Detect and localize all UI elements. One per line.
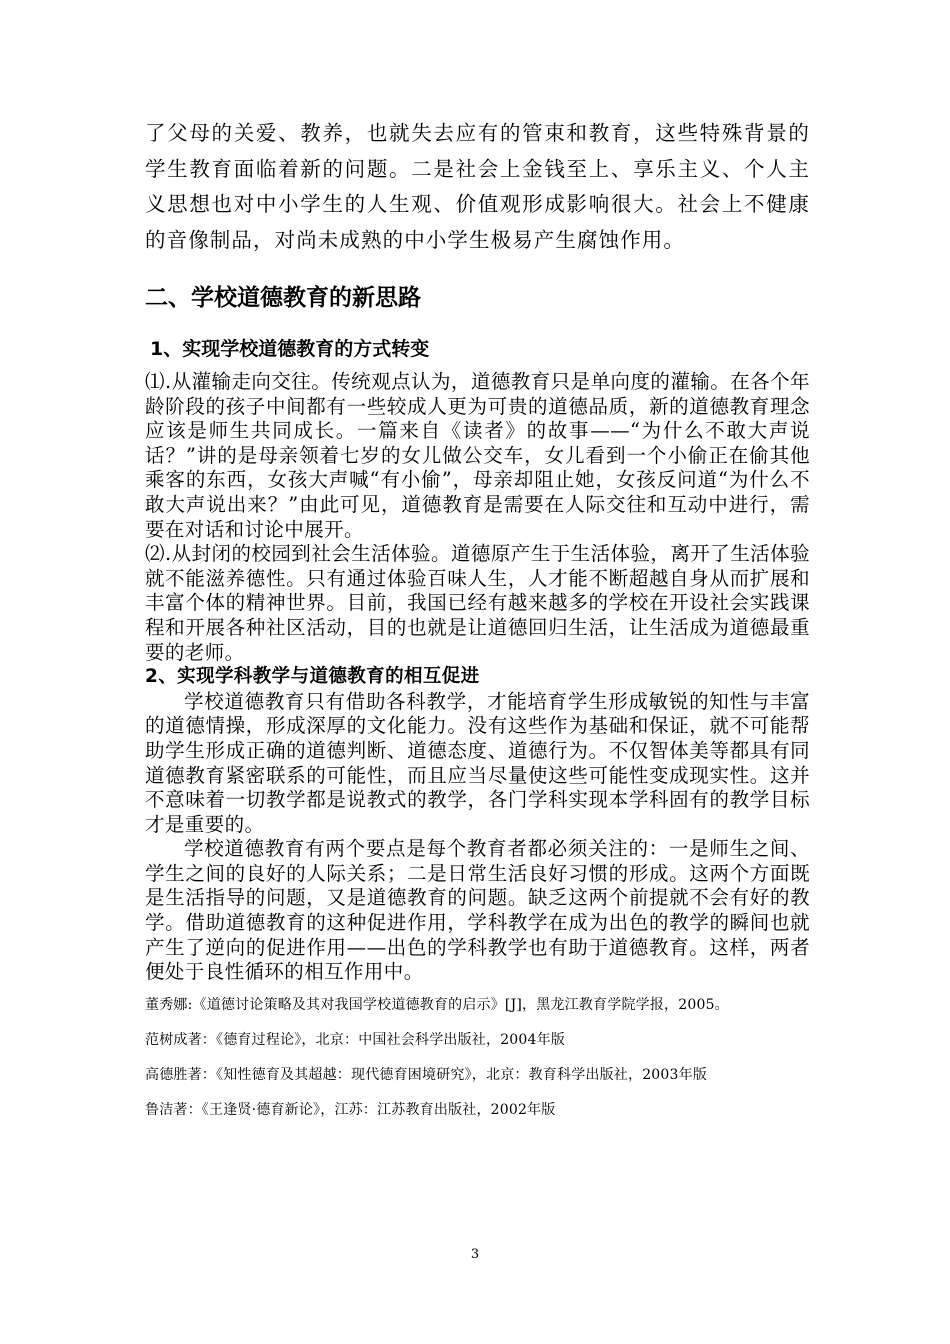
list-item-1: ⑴.从灌输走向交往。传统观点认为，道德教育只是单向度的灌输。在各个年龄阶段的孩子中间都有一些较成人更为可贵的道德品质，新的道德教育理念应该是师生共同成长。一篇来自《读者》的故事——“为什么不敢大声说话？”讲的是母亲领着七岁的女儿做公交车，女儿看到一个小偷正在偷其他乘客的东西，女孩大声喊“有小偷”，母亲却阻止她，女孩反问道“为什么不敢大声说出来？”由此可见，道德教育是需要在人际交往和互动中进行，需要在对话和讨论中展开。 bbox=[145, 370, 810, 541]
reference-item: 董秀娜:《道德讨论策略及其对我国学校道德教育的启示》[J]，黑龙江教育学院学报，2005。 bbox=[145, 997, 729, 1013]
body-paragraph-2: 学校道德教育有两个要点是每个教育者都必须关注的：一是师生之间、学生之间的良好的人际关系；二是日常生活良好习惯的形成。这两个方面既是生活指导的问题，又是道德教育的问题。缺乏这两个前提就不会有好的教学。借助道德教育的这种促进作用，学科教学在成为出色的教学的瞬间也就产生了逆向的促进作用——出色的学科教学也有助于道德教育。这样，两者便处于良性循环的相互作用中。 bbox=[145, 837, 810, 984]
body-paragraph-1: 学校道德教育只有借助各科教学，才能培育学生形成敏锐的知性与丰富的道德情操，形成深厚的文化能力。没有这些作为基础和保证，就不可能帮助学生形成正确的道德判断、道德态度、道德行为。不仅智体美等都具有同道德教育紧密联系的可能性，而且应当尽量使这些可能性变成现实性。这并不意味着一切教学都是说教式的教学，各门学科实现本学科固有的教学目标才是重要的。 bbox=[145, 689, 810, 836]
list-item-2: ⑵.从封闭的校园到社会生活体验。道德原产生于生活体验，离开了生活体验就不能滋养德性。只有通过体验百味人生，人才能不断超越自身从而扩展和丰富个体的精神世界。目前，我国已经有越来越多的学校在开设社会实践课程和开展各种社区活动，目的也就是让道德回归生活，让生活成为道德最重要的老师。 bbox=[145, 542, 810, 664]
intro-paragraph: 了父母的关爱、教养，也就失去应有的管束和教育，这些特殊背景的学生教育面临着新的问题。二是社会上金钱至上、享乐主义、个人主义思想也对中小学生的人生观、价值观形成影响很大。社会上不健康的音像制品，对尚未成熟的中小学生极易产生腐蚀作用。 bbox=[145, 121, 810, 252]
subsection-heading-2: 2、实现学科教学与道德教育的相互促进 bbox=[145, 666, 480, 688]
subsection-heading-1: 1、实现学校道德教育的方式转变 bbox=[150, 338, 430, 360]
section-heading: 二、学校道德教育的新思路 bbox=[145, 285, 421, 311]
section-body bbox=[145, 370, 810, 985]
reference-item: 高德胜著：《知性德育及其超越：现代德育困境研究》，北京：教育科学出版社，2003年版 bbox=[145, 1067, 708, 1083]
references-list bbox=[145, 995, 810, 1135]
reference-item: 鲁洁著：《王逢贤·德育新论》，江苏：江苏教育出版社，2002年版 bbox=[145, 1102, 556, 1118]
reference-item: 范树成著：《德育过程论》，北京：中国社会科学出版社，2004年版 bbox=[145, 1032, 566, 1048]
page-number: 3 bbox=[470, 1247, 480, 1262]
